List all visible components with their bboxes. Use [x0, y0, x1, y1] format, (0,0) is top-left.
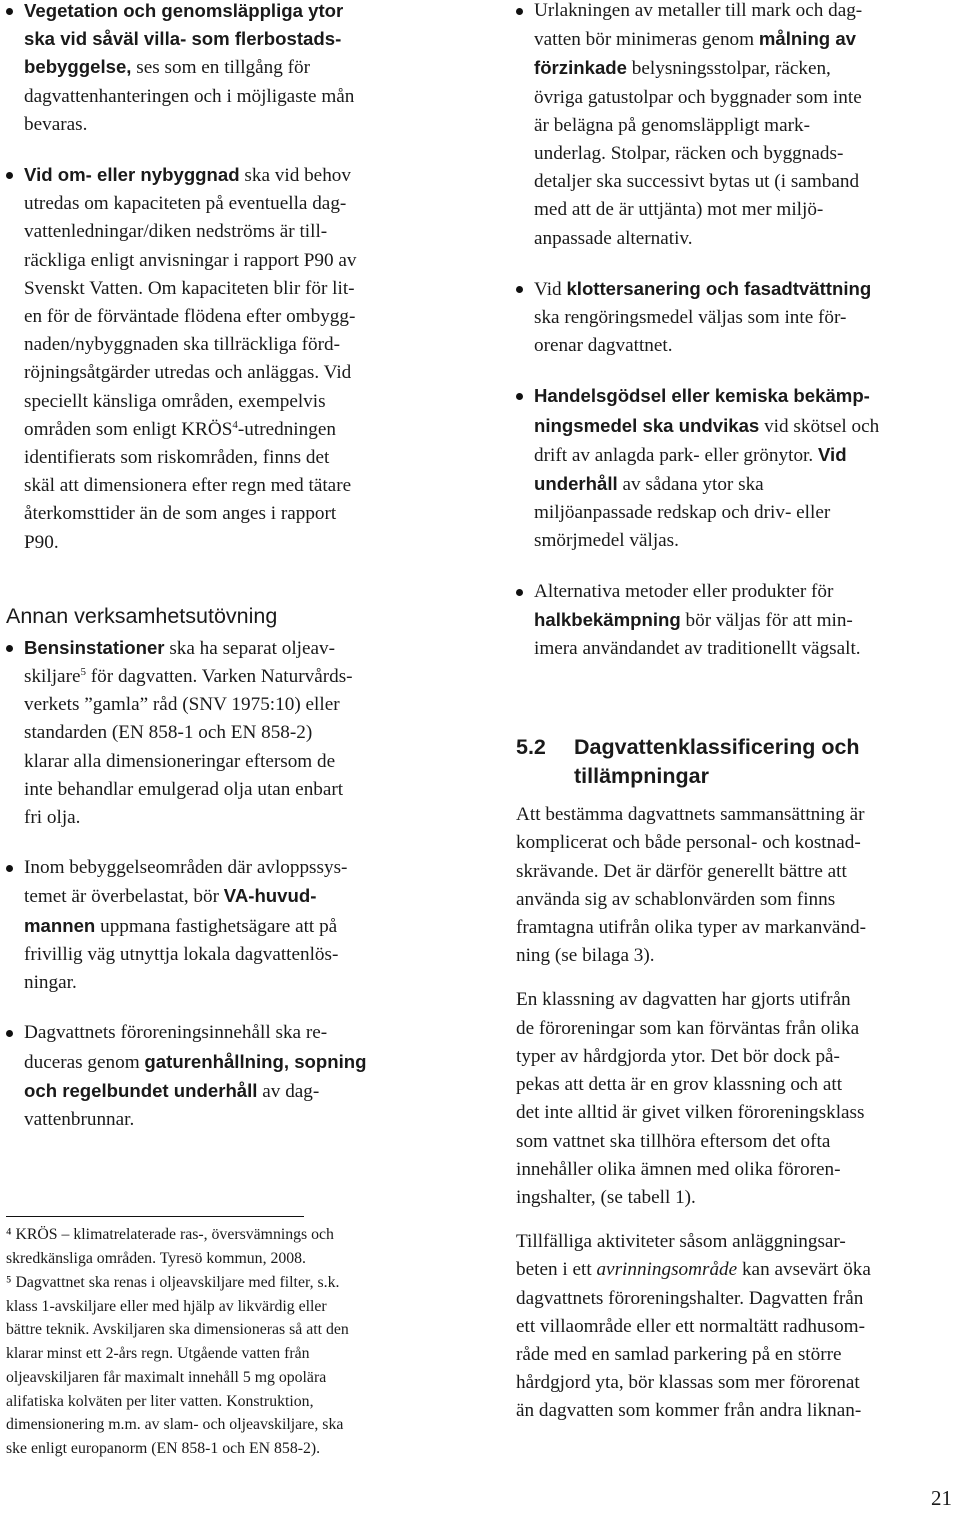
footnote-line: skredkänsliga områden. Tyresö kommun, 2008. [6, 1249, 307, 1267]
page-number: 21 [931, 1486, 952, 1510]
bullet-dot-icon [6, 8, 13, 15]
subheading-annan-verksamhet: Annan verksamhetsutövning [6, 603, 278, 628]
bullet-dot-icon [6, 865, 13, 872]
footnotes [6, 1223, 448, 1461]
section-number: 5.2 [516, 735, 546, 760]
bullet-fororeningsinnehall: Dagvattnets föroreningsinnehåll ska re- duceras genom gaturenhållning, sopning och regelbundet underhåll av dag- vattenbrunnar. [6, 1019, 448, 1134]
footnote-divider [6, 1216, 304, 1217]
footnote-line: klass 1-avskiljare eller med hjälp av likvärdig eller [6, 1297, 327, 1315]
bullet-halkbekampning: Alternativa metoder eller produkter för halkbekämpning bör väljas för att min- imera användandet av traditionellt vägsalt. [516, 578, 960, 664]
paragraph-tillfalliga-aktiviteter: Tillfälliga aktiviteter såsom anläggningsar- beten i ett avrinningsområde kan avsevärt öka dagvattnets föroreningshalter. Dagvatten från ett villaområde eller ett normaltätt radhusom- råde med en samlad parkering på en större hårdgjord yta, bör klassas som mer förorenat än dagvatten som kommer från andra liknan- [516, 1231, 871, 1422]
bullet-dot-icon [516, 393, 523, 400]
bullet-dot-icon [516, 286, 523, 293]
footnote-line: ske enligt europanorm (EN 858-1 och EN 858-2). [6, 1440, 321, 1458]
bullet-klottersanering: Vid klottersanering och fasadtvättning ska rengöringsmedel väljas som inte för- orenar dagvattnet. [516, 275, 960, 361]
footnote-line: ⁵ Dagvattnet ska renas i oljeavskiljare med filter, s.k. [6, 1273, 340, 1291]
footnote-line: alifatiska kolväten per liter vatten. Konstruktion, [6, 1392, 314, 1410]
bullet-bensinstationer: Bensinstationer ska ha separat oljeav- skiljare$^5$ för dagvatten. Varken Naturvårds- verkets ”gamla” råd (SNV 1975:10) eller standarden (EN 858-1 och EN 858-2) klarar alla dimensioneringar eftersom de inte behandlar emulgerad olja utan enbart fri olja. [6, 634, 448, 832]
bullet-dot-icon [516, 589, 523, 596]
paragraph-klassning: En klassning av dagvatten har gjorts utifrån de föroreningar som kan förväntas från olika typer av hårdgjorda ytor. Det bör dock på- pekas att detta är en grov klassning och att det inte alltid är givet vilken föroreningsklass som vattnet ska tillhöra eftersom det ofta innehåller olika ämnen med olika föroren- ingshalter, (se tabell 1). [516, 989, 865, 1208]
section-heading-5-2: 5.2 Dagvattenklassificering och tillämpningar [516, 735, 860, 789]
bullet-nybyggnad: Vid om- eller nybyggnad ska vid behov utredas om kapaciteten på eventuella dag- vattenledningar/diken nedströms är till- räckliga enligt anvisningar i rapport P90 av Svenskt Vatten. Om kapaciteten blir för lit- en för de förväntade flödena efter ombygg- naden/nybyggnaden ska tillräckliga förd- röjningsåtgärder utredas och anläggas. Vid speciellt känsliga områden, exempelvis områden som enligt KRÖS$^4$-utredningen identifierats som riskområden, finns det skäl att dimensionera efter regn med tätare återkomsttider än de som anges i rapport P90. [6, 161, 448, 557]
bullet-vegetation: Vegetation och genomsläppliga ytor ska vid såväl villa- som flerbostads- bebyggelse, ses som en tillgång för dagvattenhanteringen och i möjligaste mån bevaras. [6, 0, 448, 139]
right-column [516, 0, 960, 1426]
paragraph-sammansattning: Att bestämma dagvattnets sammansättning är komplicerat och både personal- och kostnad- skrävande. Det är därför generellt bättre att använda sig av schablonvärden som finns framtagna utifrån olika typer av markanvänd- ning (se bilaga 3). [516, 804, 867, 967]
bullet-bebyggelseomraden: Inom bebyggelseområden där avloppssys- temet är överbelastat, bör VA-huvud- mannen uppmana fastighetsägare att på frivillig väg utnyttja lokala dagvattenlös- ningar. [6, 854, 448, 997]
bullet-dot-icon [516, 8, 523, 15]
footnote-line: bättre teknik. Avskiljaren ska dimensioneras så att den [6, 1321, 349, 1339]
bullet-dot-icon [6, 172, 13, 179]
footnote-line: oljeavskiljaren får maximalt innehåll 5 mg opolära [6, 1368, 327, 1386]
footnote-line: klarar minst ett 2-års regn. Utgående vatten från [6, 1345, 310, 1363]
footnote-line: ⁴ KRÖS – klimatrelaterade ras-, översvämnings och [6, 1226, 334, 1244]
bullet-handelsgodsel: Handelsgödsel eller kemiska bekämp- ningsmedel ska undvikas vid skötsel och drift av anlagda park- eller grönytor. Vid underhåll av sådana ytor ska miljöanpassade redskap och driv- eller smörjmedel väljas. [516, 382, 960, 555]
bullet-dot-icon [6, 1030, 13, 1037]
footnote-line: dimensionering m.m. av slam- och oljeavskiljare, ska [6, 1416, 344, 1434]
bullet-dot-icon [6, 645, 13, 652]
left-column [6, 0, 448, 1461]
bullet-urlakning: Urlakningen av metaller till mark och dag- vatten bör minimeras genom målning av förzinkade belysningsstolpar, räcken, övriga gatustolpar och byggnader som inte är belägna på genomsläppligt mark- underlag. Stolpar, räcken och byggnads- detaljer ska successivt bytas ut (i samband med att de är uttjänta) mot mer miljö- anpassade alternativ. [516, 0, 960, 253]
